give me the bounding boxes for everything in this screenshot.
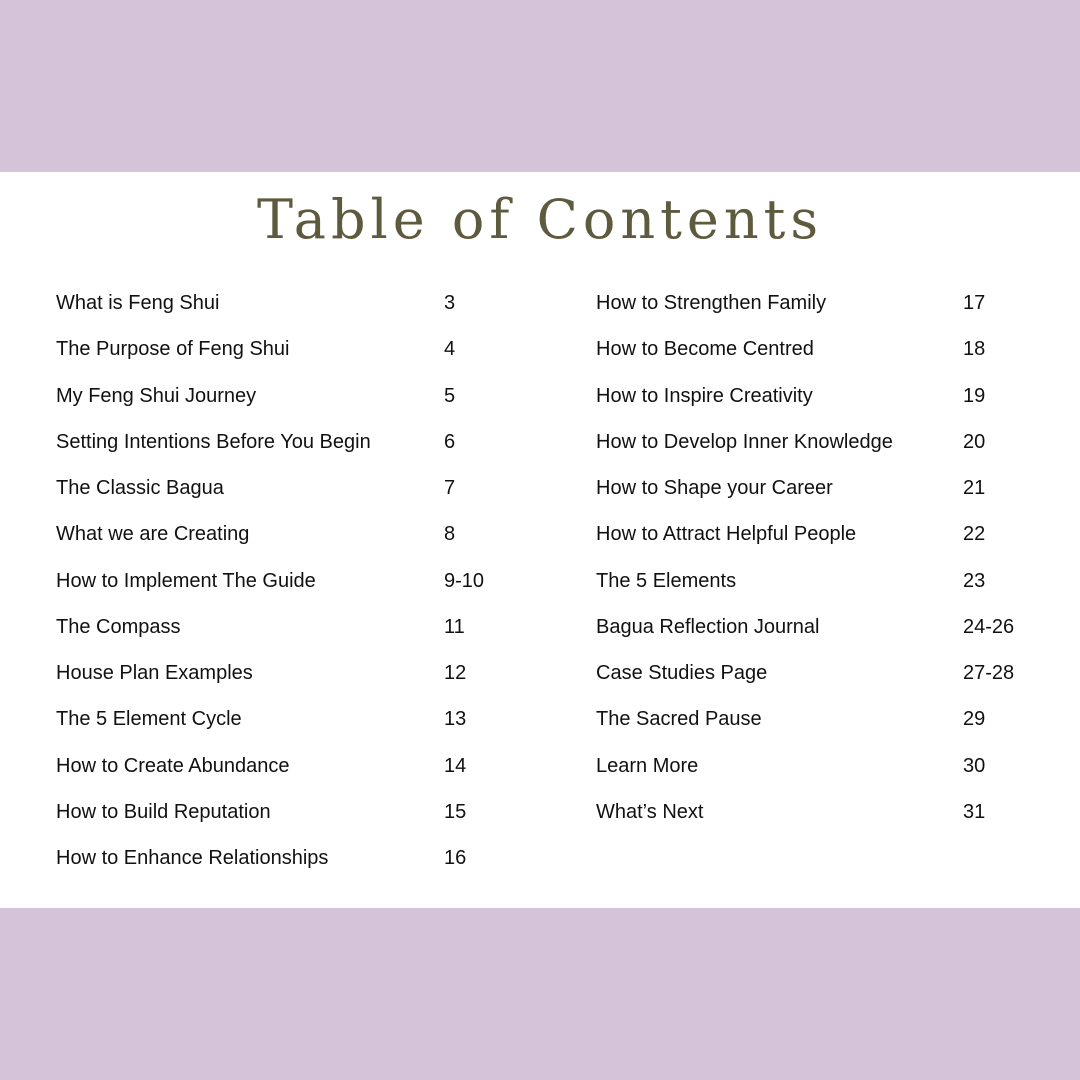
toc-entry-title: How to Implement The Guide [56, 569, 316, 592]
toc-entry-page: 21 [963, 477, 986, 499]
toc-entry-page: 24-26 [963, 615, 1015, 638]
toc-entry-title: The Purpose of Feng Shui [56, 338, 290, 361]
toc-entry-page: 31 [963, 800, 986, 823]
toc-entry-page: 15 [444, 800, 467, 823]
toc-entry-page: 8 [444, 523, 456, 546]
toc-entry-page: 9-10 [444, 569, 485, 592]
toc-entry-page: 11 [444, 615, 465, 638]
contents-panel [0, 172, 1080, 908]
toc-entry-page: 16 [444, 847, 467, 869]
toc-entry-title: How to Enhance Relationships [56, 847, 329, 869]
toc-entry-page: 19 [963, 384, 986, 407]
toc-entry-title: How to Develop Inner Knowledge [596, 430, 893, 453]
toc-entry-title: How to Shape your Career [596, 477, 833, 499]
page-title: Table of Contents [256, 188, 824, 251]
toc-entry-title: Learn More [596, 754, 699, 777]
toc-entry-title: My Feng Shui Journey [56, 384, 257, 407]
toc-entry-page: 14 [444, 754, 467, 777]
toc-entry-title: How to Attract Helpful People [596, 523, 857, 546]
toc-entry-page: 4 [444, 338, 456, 361]
toc-entry-title: Setting Intentions Before You Begin [56, 430, 371, 453]
top-band [0, 0, 1080, 172]
toc-entry-page: 5 [444, 384, 456, 407]
toc-entry-page: 20 [963, 430, 986, 453]
toc-entry-title: What is Feng Shui [56, 292, 220, 314]
toc-entry-title: The Classic Bagua [56, 477, 224, 499]
toc-entry-title: The 5 Element Cycle [56, 708, 242, 731]
toc-entry-page: 12 [444, 662, 467, 684]
toc-entry-title: Case Studies Page [596, 662, 768, 684]
toc-entry-title: Bagua Reflection Journal [596, 615, 820, 638]
toc-entry-title: The Sacred Pause [596, 708, 762, 731]
toc-entry-title: How to Create Abundance [56, 754, 290, 777]
toc-entry-page: 29 [963, 708, 986, 731]
toc-entry-title: How to Become Centred [596, 338, 814, 361]
bottom-band [0, 908, 1080, 1080]
toc-entry-page: 18 [963, 338, 986, 361]
toc-entry-page: 22 [963, 523, 986, 546]
toc-entry-title: House Plan Examples [56, 662, 253, 684]
toc-entry-page: 3 [444, 292, 456, 314]
toc-entry-page: 30 [963, 754, 986, 777]
toc-entry-title: What’s Next [596, 800, 704, 823]
toc-entry-title: How to Strengthen Family [596, 292, 827, 314]
toc-entry-page: 23 [963, 569, 986, 592]
toc-entry-page: 13 [444, 708, 467, 731]
toc-entry-title: What we are Creating [56, 523, 250, 546]
toc-entry-page: 6 [444, 430, 456, 453]
toc-entry-title: How to Inspire Creativity [596, 384, 813, 407]
toc-entry-page: 17 [963, 292, 986, 314]
toc-entry-title: How to Build Reputation [56, 800, 271, 823]
toc-entry-title: The Compass [56, 615, 181, 638]
toc-entry-title: The 5 Elements [596, 569, 737, 592]
toc-entry-page: 7 [444, 477, 456, 499]
toc-entry-page: 27-28 [963, 662, 1015, 684]
